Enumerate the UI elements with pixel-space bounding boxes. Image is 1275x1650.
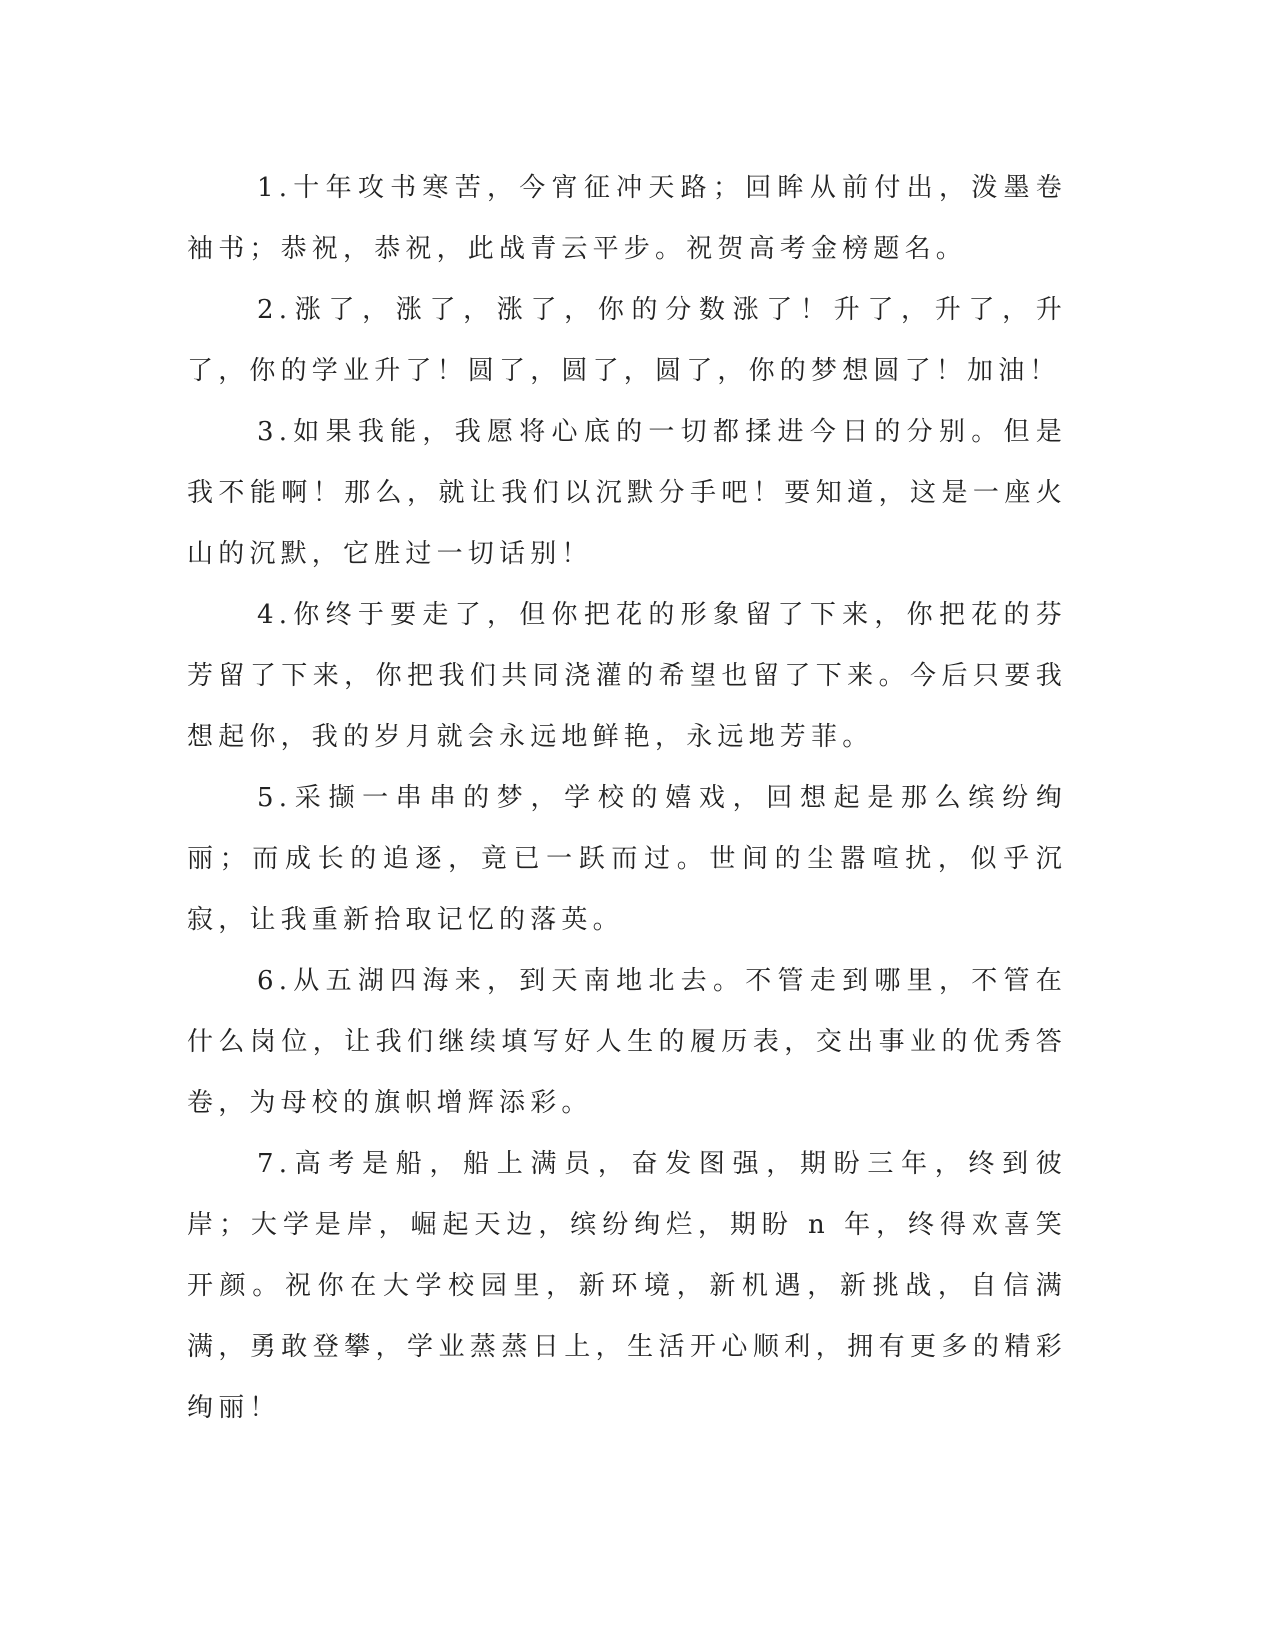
paragraph-7: 7.高考是船，船上满员，奋发图强，期盼三年，终到彼岸；大学是岸，崛起天边，缤纷绚烂，期盼 n 年，终得欢喜笑开颜。祝你在大学校园里，新环境，新机遇，新挑战，自信满满，勇敢登攀，学业蒸蒸日上，生活开心顺利，拥有更多的精彩绚丽！: [187, 1149, 1067, 1423]
paragraph-4: 4.你终于要走了，但你把花的形象留了下来，你把花的芬芳留了下来，你把我们共同浇灌的希望也留了下来。今后只要我想起你，我的岁月就会永远地鲜艳，永远地芳菲。: [187, 600, 1067, 752]
document-body: [187, 158, 1067, 1439]
paragraph-3: 3.如果我能，我愿将心底的一切都揉进今日的分别。但是我不能啊！那么，就让我们以沉默分手吧！要知道，这是一座火山的沉默，它胜过一切话别！: [187, 417, 1067, 569]
paragraph-5: 5.采撷一串串的梦，学校的嬉戏，回想起是那么缤纷绚丽；而成长的追逐，竟已一跃而过。世间的尘嚣喧扰，似乎沉寂，让我重新拾取记忆的落英。: [187, 783, 1067, 935]
paragraph-2: 2.涨了，涨了，涨了，你的分数涨了！升了，升了，升了，你的学业升了！圆了，圆了，圆了，你的梦想圆了！加油！: [187, 295, 1067, 386]
paragraph-1: 1.十年攻书寒苦，今宵征冲天路；回眸从前付出，泼墨卷袖书；恭祝，恭祝，此战青云平步。祝贺高考金榜题名。: [187, 173, 1067, 264]
paragraph-6: 6.从五湖四海来，到天南地北去。不管走到哪里，不管在什么岗位，让我们继续填写好人生的履历表，交出事业的优秀答卷，为母校的旗帜增辉添彩。: [187, 966, 1067, 1118]
